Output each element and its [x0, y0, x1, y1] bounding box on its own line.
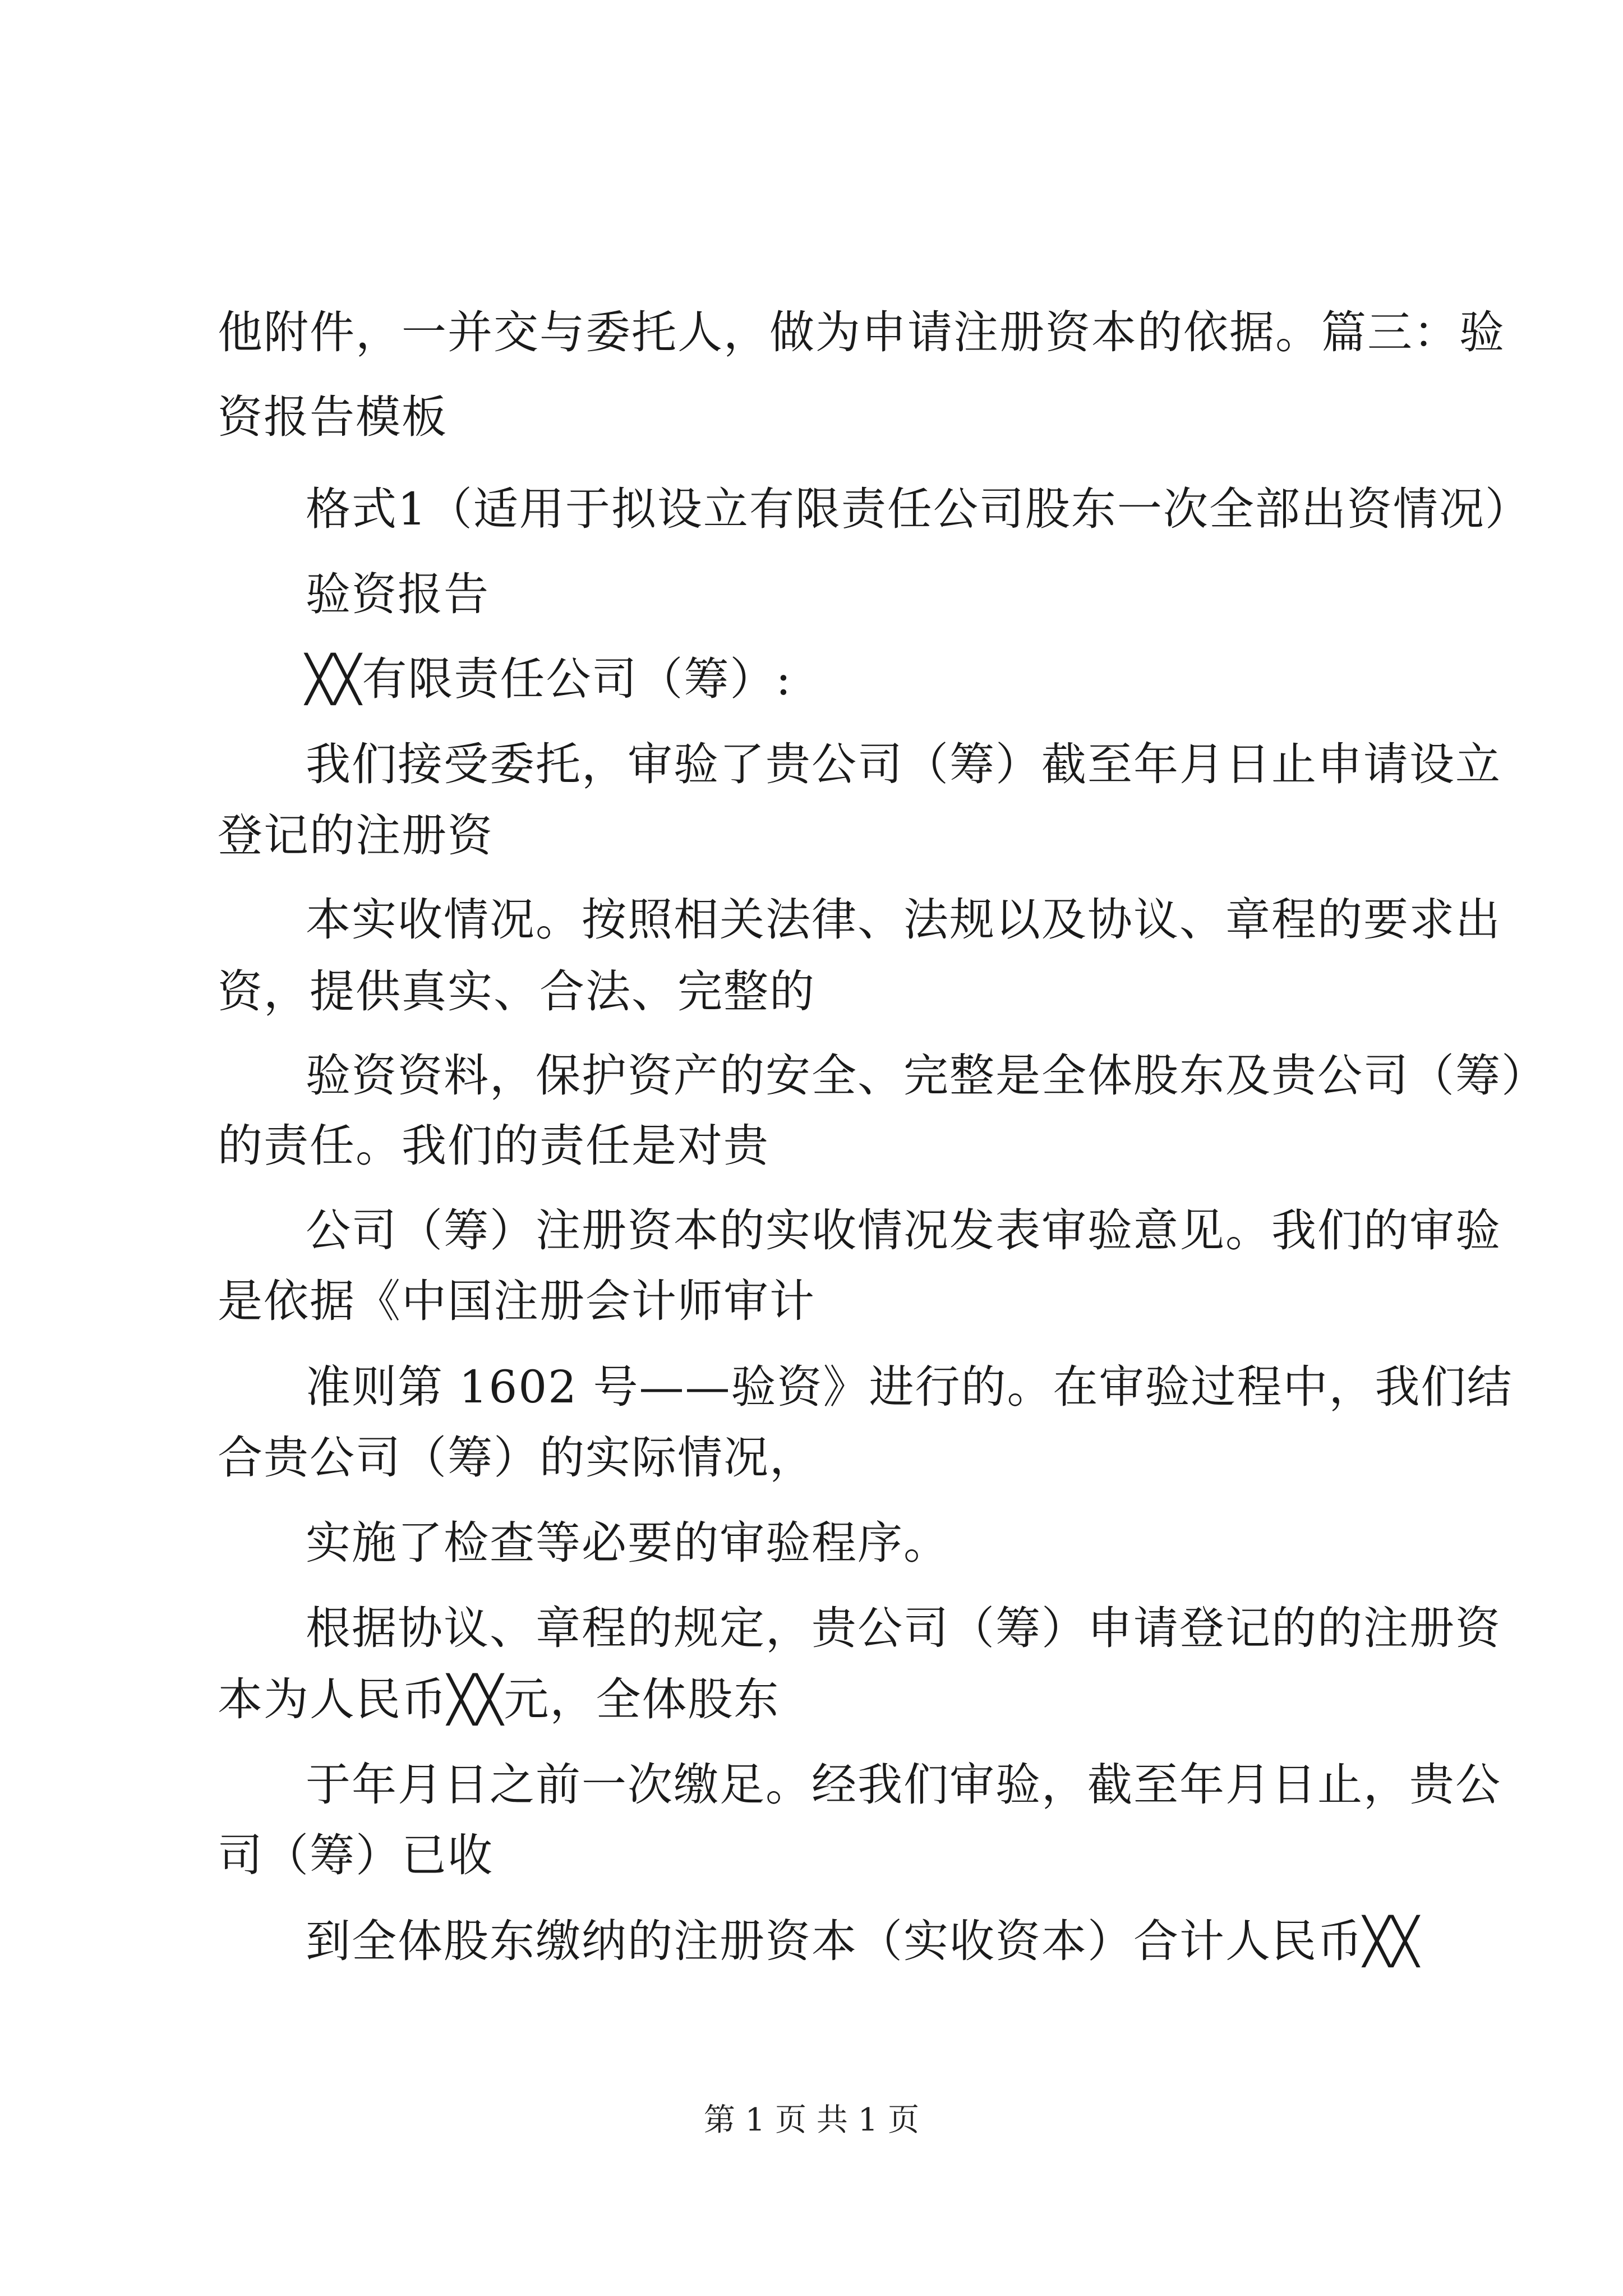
text-line-17: 根据协议、章程的规定，贵公司（筹）申请登记的的注册资 [306, 1602, 1501, 1654]
text-line-14: 准则第 1602 号——验资》进行的。在审验过程中，我们结 [306, 1361, 1513, 1413]
text-line-15: 合贵公司（筹）的实际情况， [218, 1432, 815, 1484]
text-line-9: 资，提供真实、合法、完整的 [218, 965, 815, 1018]
text-line-20: 司（筹）已收 [218, 1829, 494, 1881]
text-line-12: 公司（筹）注册资本的实收情况发表审验意见。我们的审验 [306, 1204, 1501, 1257]
text-line-10: 验资资料，保护资产的安全、完整是全体股东及贵公司（筹） [306, 1050, 1547, 1102]
page-footer: 第 1 页 共 1 页 [703, 2102, 920, 2138]
text-line-8: 本实收情况。按照相关法律、法规以及协议、章程的要求出 [306, 894, 1501, 946]
text-line-13: 是依据《中国注册会计师审计 [218, 1275, 815, 1327]
text-line-16: 实施了检查等必要的审验程序。 [306, 1517, 949, 1569]
text-line-1: 他附件，一并交与委托人，做为申请注册资本的依据。篇三：验 [218, 306, 1505, 358]
text-line-19: 于年月日之前一次缴足。经我们审验，截至年月日止，贵公 [306, 1759, 1501, 1811]
text-line-5: ╳╳有限责任公司（筹）: [306, 653, 792, 705]
text-line-4: 验资报告 [306, 568, 490, 620]
text-line-6: 我们接受委托，审验了贵公司（筹）截至年月日止申请设立 [306, 738, 1501, 790]
text-line-3: 格式1（适用于拟设立有限责任公司股东一次全部出资情况） [306, 483, 1531, 535]
text-line-21: 到全体股东缴纳的注册资本（实收资本）合计人民币╳╳ [306, 1915, 1420, 1967]
text-line-18: 本为人民币╳╳元，全体股东 [218, 1673, 780, 1726]
text-line-11: 的责任。我们的责任是对贵 [218, 1120, 769, 1172]
text-line-7: 登记的注册资 [218, 809, 494, 862]
text-line-2: 资报告模板 [218, 391, 448, 443]
